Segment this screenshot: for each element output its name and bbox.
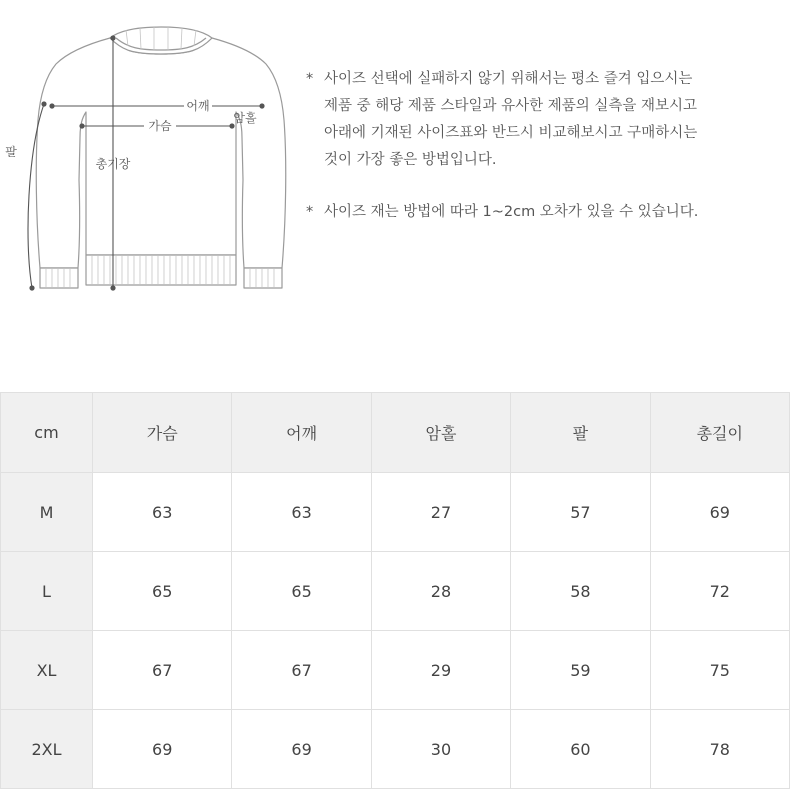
column-header-armhole: 암홀: [371, 393, 510, 473]
asterisk-marker: *: [306, 204, 314, 220]
sweatshirt-body: [36, 38, 285, 268]
size-notes: [306, 66, 786, 226]
note-line: 것이 가장 좋은 방법입니다.: [324, 152, 497, 168]
table-cell: 58: [511, 552, 650, 631]
table-cell: 63: [232, 473, 371, 552]
column-header-total-length: 총길이: [650, 393, 789, 473]
table-row: [1, 552, 790, 631]
column-header-sleeve: 팔: [511, 393, 650, 473]
table-cell: 78: [650, 710, 789, 789]
table-cell: 69: [93, 710, 232, 789]
table-cell: 69: [650, 473, 789, 552]
table-cell: 75: [650, 631, 789, 710]
table-cell: 69: [232, 710, 371, 789]
armhole-label: 암홀: [233, 111, 257, 125]
shoulder-label: 어깨: [186, 99, 210, 113]
table-cell: 67: [93, 631, 232, 710]
table-cell: 63: [93, 473, 232, 552]
size-label: M: [1, 473, 93, 552]
table-cell: 60: [511, 710, 650, 789]
table-cell: 59: [511, 631, 650, 710]
note-line: 아래에 기재된 사이즈표와 반드시 비교해보시고 구매하시는: [324, 125, 698, 141]
table-row: [1, 473, 790, 552]
unit-header: cm: [1, 393, 93, 473]
table-cell: 72: [650, 552, 789, 631]
table-cell: 57: [511, 473, 650, 552]
column-header-chest: 가슴: [93, 393, 232, 473]
note-line: 사이즈 재는 방법에 따라 1~2cm 오차가 있을 수 있습니다.: [324, 204, 699, 220]
table-row: [1, 631, 790, 710]
table-cell: 28: [371, 552, 510, 631]
table-header-row: [1, 393, 790, 473]
asterisk-marker: *: [306, 71, 314, 87]
table-cell: 27: [371, 473, 510, 552]
table-cell: 29: [371, 631, 510, 710]
size-label: L: [1, 552, 93, 631]
note-line: 제품 중 해당 제품 스타일과 유사한 제품의 실측을 재보시고: [324, 98, 698, 114]
sleeve-label: 팔: [5, 145, 17, 159]
chest-label: 가슴: [148, 119, 172, 133]
column-header-shoulder: 어깨: [232, 393, 371, 473]
size-table: [0, 392, 790, 789]
table-cell: 67: [232, 631, 371, 710]
sweatshirt-measurement-diagram: [0, 0, 290, 300]
length-label: 총기장: [95, 157, 131, 171]
size-label: 2XL: [1, 710, 93, 789]
note-measure-advice: [306, 66, 786, 174]
hem-rib: [86, 255, 236, 285]
table-row: [1, 710, 790, 789]
note-tolerance: [306, 199, 786, 226]
note-line: 사이즈 선택에 실패하지 않기 위해서는 평소 즐겨 입으시는: [324, 71, 693, 87]
table-cell: 65: [93, 552, 232, 631]
table-cell: 30: [371, 710, 510, 789]
size-label: XL: [1, 631, 93, 710]
table-cell: 65: [232, 552, 371, 631]
